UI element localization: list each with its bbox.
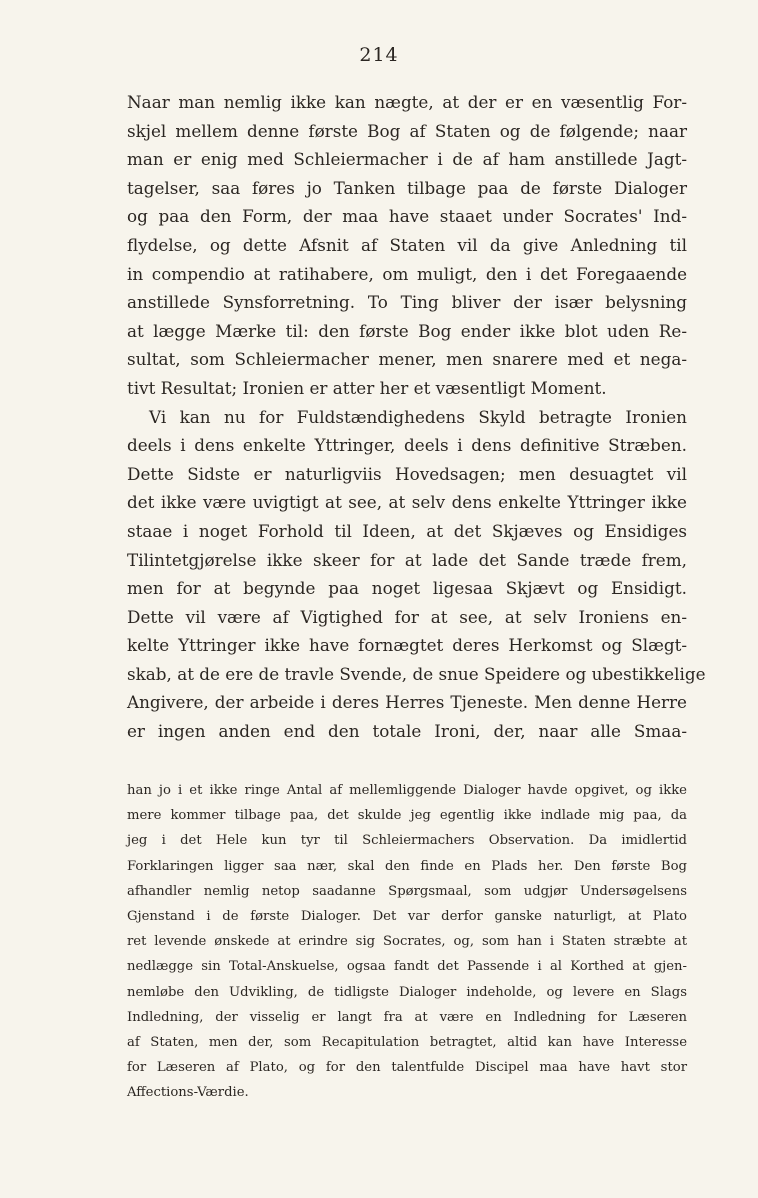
body-line: anstillede Synsforretning. To Ting bliver der især belysning bbox=[127, 292, 687, 313]
body-line: Angivere, der arbeide i deres Herres Tjeneste. Men denne Herre bbox=[127, 692, 687, 713]
footnote-line: Gjenstand i de første Dialoger. Det var derfor ganske naturligt, at Plato bbox=[127, 908, 687, 924]
footnote-line: afhandler nemlig netop saadanne Spørgsmaal, som udgjør Undersøgelsens bbox=[127, 883, 687, 899]
footnote-line: af Staten, men der, som Recapitulation betragtet, altid kan have Interesse bbox=[127, 1034, 687, 1050]
body-line: og paa den Form, der maa have staaet under Socrates' Ind- bbox=[127, 206, 687, 227]
footnote-line: jeg i det Hele kun tyr til Schleiermachers Observation. Da imidlertid bbox=[127, 833, 687, 849]
body-line: flydelse, og dette Afsnit af Staten vil da give Anledning til bbox=[127, 234, 687, 255]
footnote-line: Affections-Værdie. bbox=[127, 1085, 249, 1101]
body-line: det ikke være uvigtigt at see, at selv dens enkelte Yttringer ikke bbox=[127, 492, 687, 513]
body-line: Tilintetgjørelse ikke skeer for at lade det Sande træde frem, bbox=[127, 549, 687, 570]
footnote-line: han jo i et ikke ringe Antal af mellemliggende Dialoger havde opgivet, og ikke bbox=[127, 783, 687, 798]
body-line: Naar man nemlig ikke kan nægte, at der er en væsentlig For- bbox=[127, 92, 687, 112]
footnote-line: Forklaringen ligger saa nær, skal den finde en Plads her. Den første Bog bbox=[127, 858, 687, 874]
body-line: deels i dens enkelte Yttringer, deels i dens definitive Stræben. bbox=[127, 435, 687, 456]
body-line: Dette Sidste er naturligviis Hovedsagen; men desuagtet vil bbox=[127, 463, 687, 484]
body-line: men for at begynde paa noget ligesaa Skjævt og Ensidigt. bbox=[127, 578, 687, 599]
body-line: kelte Yttringer ikke have fornægtet deres Herkomst og Slægt- bbox=[127, 635, 687, 656]
body-line: at lægge Mærke til: den første Bog ender ikke blot uden Re- bbox=[127, 320, 687, 341]
body-line: tivt Resultat; Ironien er atter her et væsentligt Moment. bbox=[127, 377, 607, 398]
body-line: man er enig med Schleiermacher i de af ham anstillede Jagt- bbox=[127, 149, 687, 170]
footnote-line: nemløbe den Udvikling, de tidligste Dialoger indeholde, og levere en Slags bbox=[127, 984, 687, 1000]
body-line: er ingen anden end den totale Ironi, der, naar alle Smaa- bbox=[127, 721, 687, 742]
body-line: Dette vil være af Vigtighed for at see, at selv Ironiens en- bbox=[127, 606, 687, 627]
body-line: staae i noget Forhold til Ideen, at det Skjæves og Ensidiges bbox=[127, 520, 687, 541]
page-number: 214 bbox=[359, 44, 399, 66]
body-line: skjel mellem denne første Bog af Staten og de følgende; naar bbox=[127, 120, 687, 141]
body-line: in compendio at ratihabere, om muligt, den i det Foregaaende bbox=[127, 263, 687, 284]
body-text bbox=[127, 88, 706, 746]
footnote-line: mere kommer tilbage paa, det skulde jeg egentlig ikke indlade mig paa, da bbox=[127, 808, 687, 824]
footnote-line: nedlægge sin Total-Anskuelse, ogsaa fandt det Passende i al Korthed at gjen- bbox=[127, 959, 687, 975]
body-line: Vi kan nu for Fuldstændighedens Skyld betragte Ironien bbox=[149, 406, 687, 427]
footnote-line: for Læseren af Plato, og for den talentfulde Discipel maa have havt stor bbox=[127, 1060, 687, 1076]
footnote-line: Indledning, der visselig er langt fra at være en Indledning for Læseren bbox=[127, 1009, 687, 1025]
body-line: tagelser, saa føres jo Tanken tilbage paa de første Dialoger bbox=[127, 177, 687, 198]
body-line: sultat, som Schleiermacher mener, men snarere med et nega- bbox=[127, 349, 687, 370]
body-line: skab, at de ere de travle Svende, de snue Speidere og ubestikkelige bbox=[127, 663, 706, 684]
footnote-block bbox=[127, 778, 687, 1105]
footnote-line: ret levende ønskede at erindre sig Socrates, og, som han i Staten stræbte at bbox=[127, 934, 687, 950]
